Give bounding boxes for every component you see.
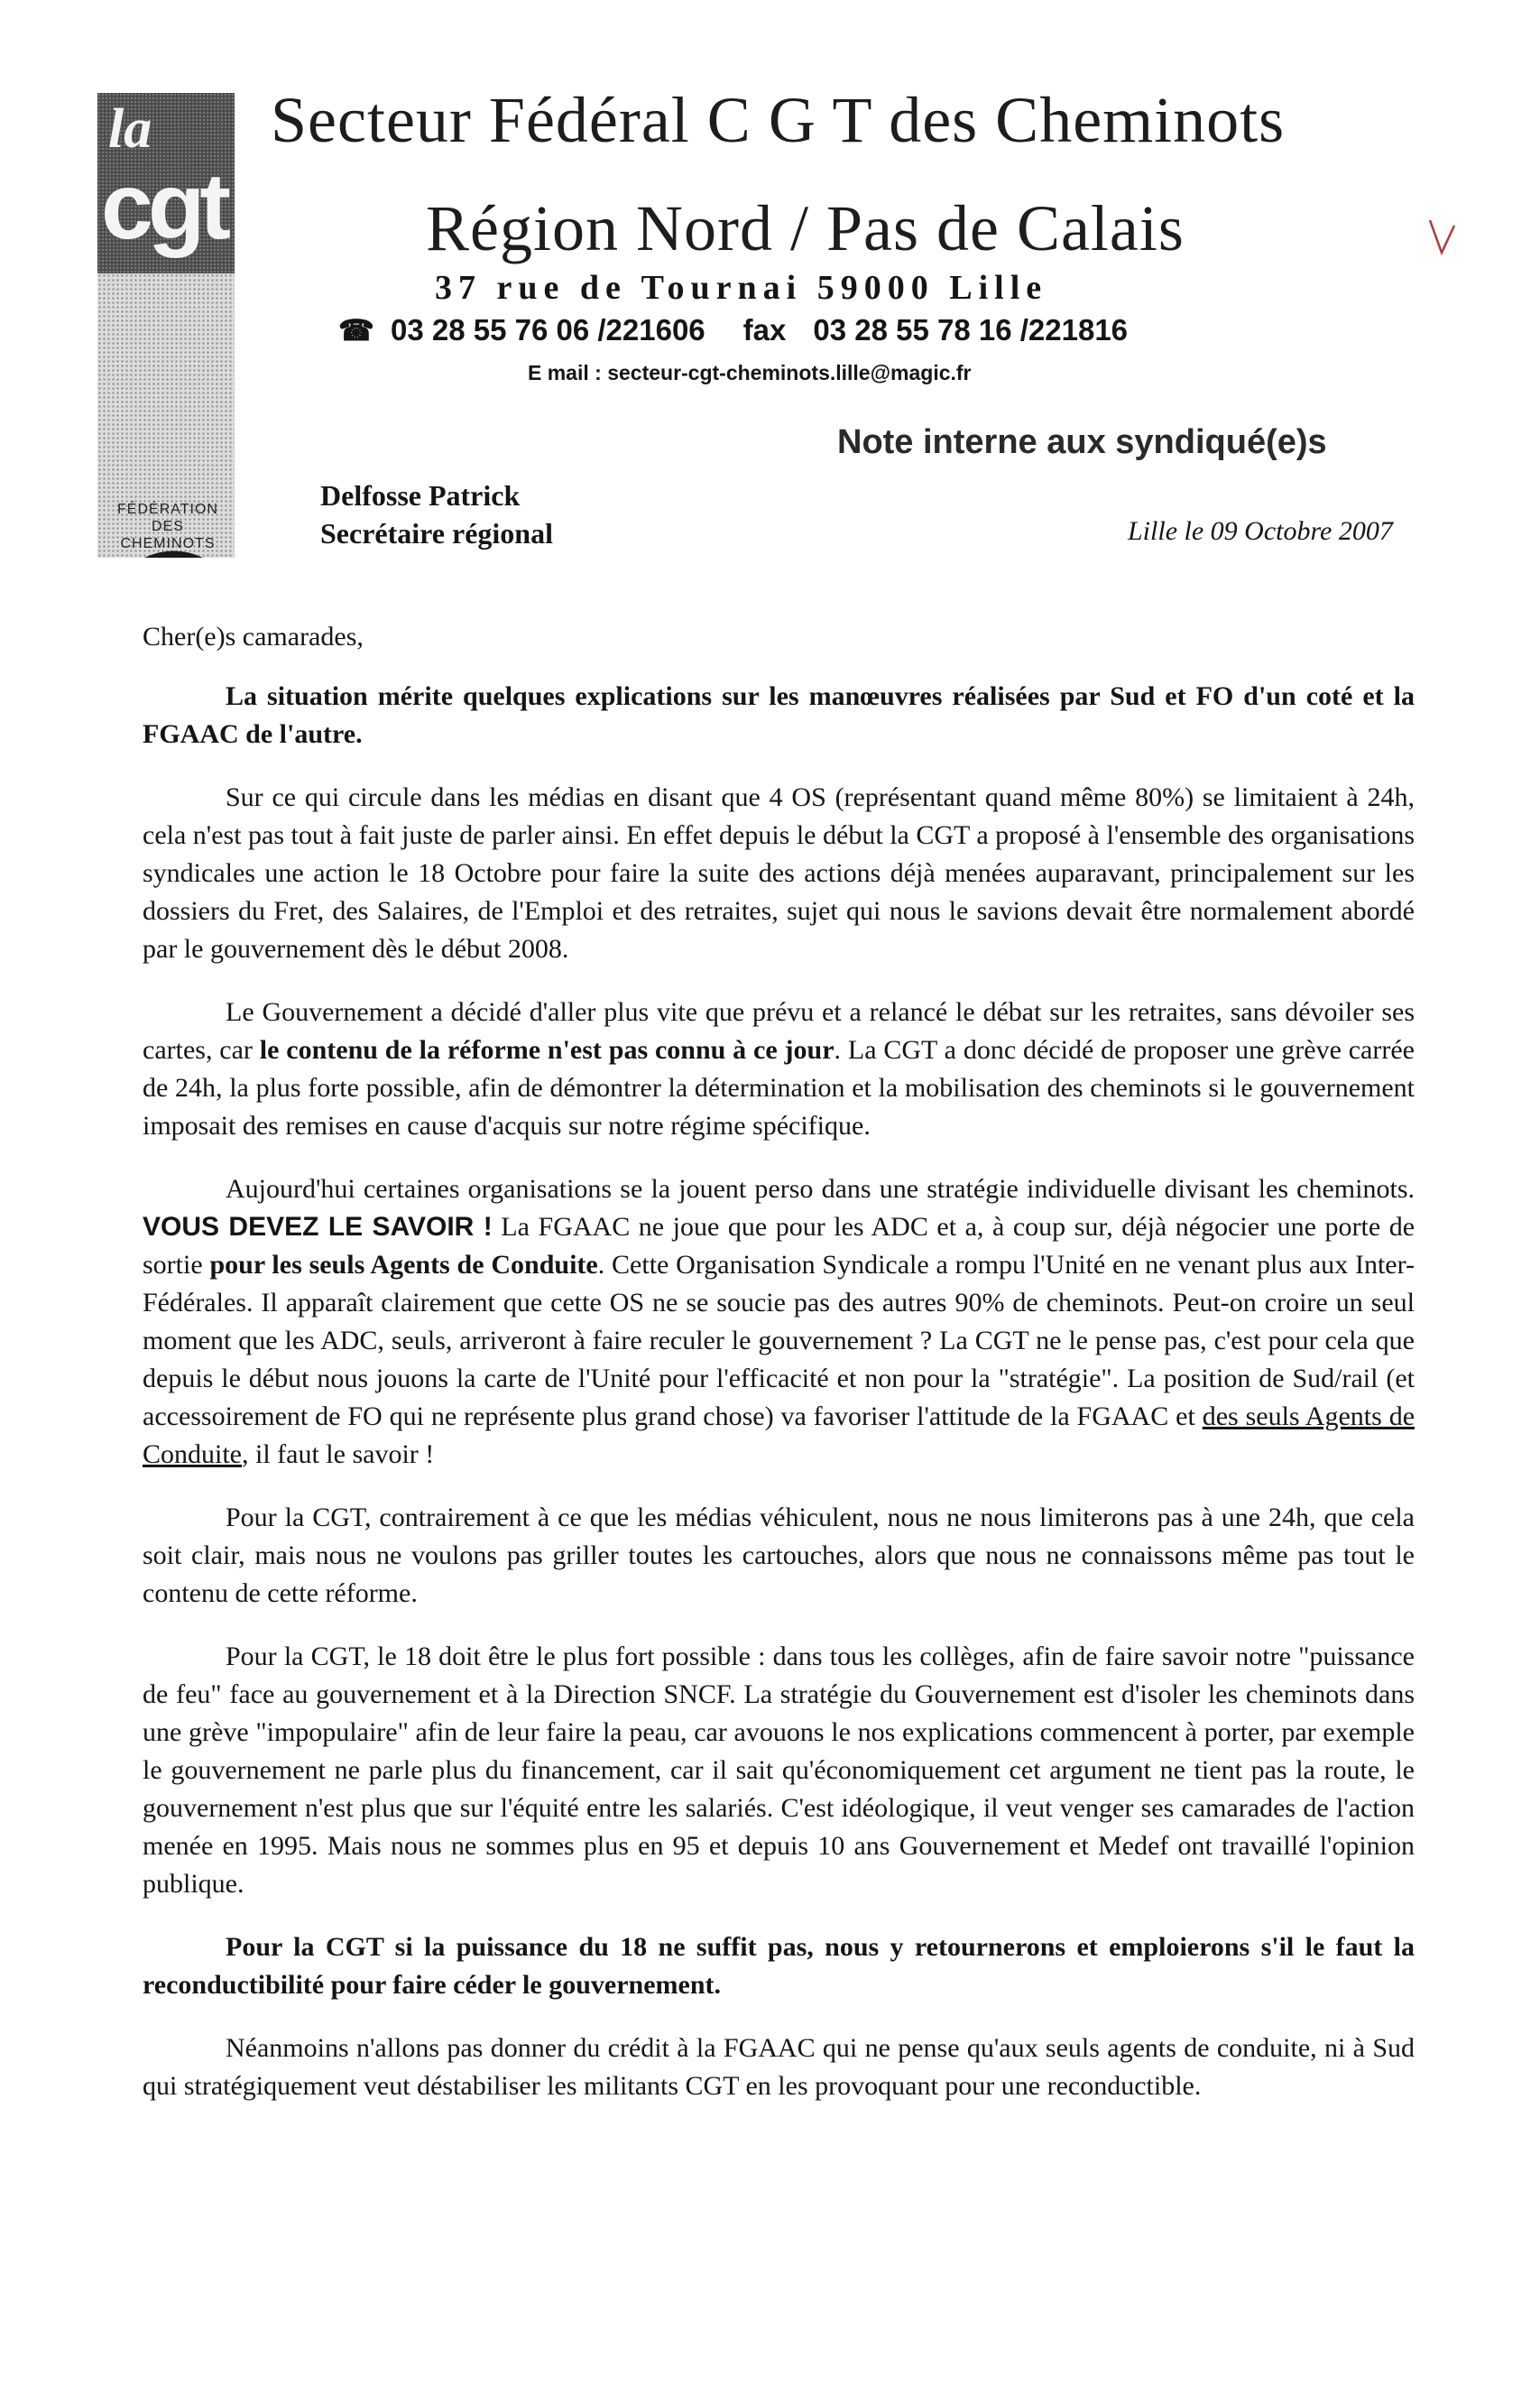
- letter-date: Lille le 09 Octobre 2007: [1128, 516, 1393, 546]
- fax-label: fax: [742, 313, 787, 347]
- paragraph-1: La situation mérite quelques explications sur les manœuvres réalisées par Sud et FO d'un coté et la FGAAC de l'autre.: [143, 681, 1415, 749]
- paragraph-7: Pour la CGT si la puissance du 18 ne suffit pas, nous y retournerons et emploierons s'il le faut la reconductibilité pour faire céder le gouvernement.: [143, 1932, 1415, 2000]
- paragraph-5: Pour la CGT, contrairement à ce que les médias véhiculent, nous ne nous limiterons pas à une 24h, que cela soit clair, mais nous ne voulons pas griller toutes les cartouches, alors que nous ne connaissons même pas tout le contenu de cette réforme.: [143, 1502, 1415, 1608]
- logo-cgt-text: cgt: [101, 154, 226, 259]
- paragraph-3: [143, 994, 1415, 1145]
- paragraph-4-text-a: Aujourd'hui certaines organisations se la jouent perso dans une stratégie individuelle divisant les cheminots.: [226, 1174, 1415, 1204]
- paragraph-4-bold-agents: pour les seuls Agents de Conduite: [209, 1250, 598, 1280]
- signatory-name: Delfosse Patrick: [320, 479, 521, 512]
- cgt-logo: [97, 93, 235, 558]
- paragraph-3-bold: le contenu de la réforme n'est pas connu à ce jour: [259, 1035, 835, 1065]
- note-title: Note interne aux syndiqué(e)s: [837, 423, 1327, 461]
- paragraph-2: Sur ce qui circule dans les médias en disant que 4 OS (représentant quand même 80%) se limitaient à 24h, cela n'est pas tout à fait juste de parler ainsi. En effet depuis le début la CGT a proposé à l'ensemble des organisations syndicales une action le 18 Octobre pour faire la suite des actions déjà menées auparavant, principalement sur les dossiers du Fret, des Salaires, de l'Emploi et des retraites, sujet qui nous le savions devait être normalement abordé par le gouvernement dès le début 2008.: [143, 782, 1415, 964]
- paragraph-4: [143, 1170, 1415, 1474]
- telephone-icon: ☎: [338, 314, 374, 347]
- paragraph-6: Pour la CGT, le 18 doit être le plus fort possible : dans tous les collèges, afin de faire savoir notre "puissance de feu" face au gouvernement et à la Direction SNCF. La stratégie du Gouvernement est d'isoler les cheminots dans une grève "impopulaire" afin de leur faire la peau, car avouons le nos explications commencent à porter, par exemple le gouvernement ne parle plus du financement, car il sait qu'économiquement cet argument ne tient pas la route, le gouvernement n'est plus que sur l'équité entre les salariés. C'est idéologique, il veut venger ses camarades de l'action menée en 1995. Mais nous ne sommes plus en 95 et depuis 10 ans Gouvernement et Medef ont travaillé l'opinion publique.: [143, 1641, 1415, 1899]
- paragraph-4-bold-warning: VOUS DEVEZ LE SAVOIR !: [143, 1212, 493, 1242]
- header-line-1: Secteur Fédéral C G T des Cheminots: [271, 84, 1286, 156]
- paragraph-4-text-c: La FGAAC ne joue que pour les ADC et a, à coup sur, déjà négocier une porte de sortie: [143, 1212, 1416, 1280]
- phone-number: 03 28 55 76 06 /221606: [391, 313, 705, 347]
- paragraph-4-text-e: . Cette Organisation Syndicale a rompu l'Unité en ne venant plus aux Inter-Fédérales. Il apparaît clairement que cette OS ne se soucie pas des autres 90% de cheminots. Peut-on croire un seul moment que les ADC, seuls, arriveront à faire reculer le gouvernement ? La CGT ne le pense pas, c'est pour cela que depuis le début nous jouons la carte de l'Unité pour l'efficacité et non pour la "stratégie". La position de Sud/rail (et accessoirement de FO qui ne représente plus grand chose) va favoriser l'attitude de la FGAAC et: [143, 1250, 1416, 1431]
- logo-federation-line2: DES CHEMINOTS: [120, 519, 216, 551]
- paragraph-3-text-c: . La CGT a donc décidé de proposer une grève carrée de 24h, la plus forte possible, afin de démontrer la détermination et la mobilisation des cheminots si le gouvernement imposait des remises en cause d'acquis sur notre régime spécifique.: [143, 1035, 1415, 1141]
- paragraph-4-underlined: des seuls Agents de Conduite: [143, 1401, 1416, 1469]
- logo-rail-icon: [117, 537, 217, 558]
- letter-body: [143, 618, 1415, 2131]
- salutation: Cher(e)s camarades,: [143, 622, 364, 652]
- paragraph-3-text-a: Le Gouvernement a décidé d'aller plus vite que prévu et a relancé le débat sur les retraites, sans dévoiler ses cartes, car: [143, 997, 1415, 1065]
- logo-la-text: la: [108, 98, 152, 160]
- signatory-block: [320, 476, 553, 552]
- paragraph-4-text-g: , il faut le savoir !: [242, 1439, 435, 1469]
- email-line: E mail : secteur-cgt-cheminots.lille@magic.fr: [528, 361, 972, 384]
- header-line-2: Région Nord / Pas de Calais: [426, 192, 1185, 264]
- fax-number: 03 28 55 78 16 /221816: [813, 313, 1129, 347]
- signatory-title: Secrétaire régional: [320, 517, 553, 550]
- address-line: 37 rue de Tournai 59000 Lille: [435, 269, 1048, 307]
- logo-federation-line1: FÉDÉRATION: [117, 502, 218, 517]
- contact-row: [338, 311, 1128, 349]
- paragraph-8: Néanmoins n'allons pas donner du crédit à la FGAAC qui ne pense qu'aux seuls agents de conduite, ni à Sud qui stratégiquement veut déstabiliser les militants CGT en les provoquant pour une reconductible.: [143, 2033, 1415, 2101]
- pen-mark-icon: [1427, 217, 1458, 256]
